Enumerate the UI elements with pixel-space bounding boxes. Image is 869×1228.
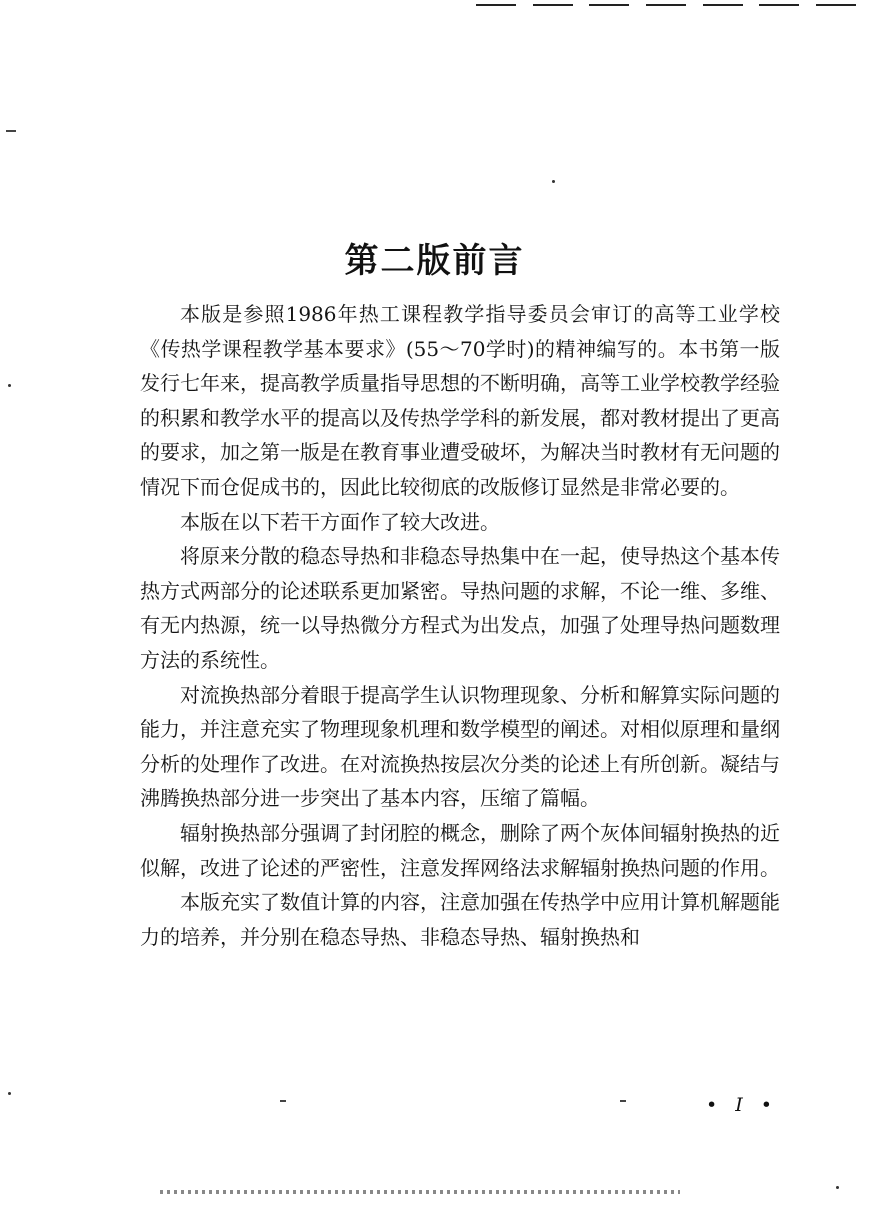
scan-mark xyxy=(280,1100,286,1102)
paragraph: 本版充实了数值计算的内容，注意加强在传热学中应用计算机解题能力的培养，并分别在稳态导热、非稳态导热、辐射换热和 xyxy=(140,890,780,949)
scan-mark xyxy=(836,1186,839,1189)
paragraph: 本版是参照1986年热工课程教学指导委员会审订的高等工业学校《传热学课程教学基本要求》(55～70学时)的精神编写的。本书第一版发行七年来，提高教学质量指导思想的不断明确，高等工业学校教学经验的积累和教学水平的提高以及传热学学科的新发展，都对教材提出了更高的要求，加之第一版是在教育事业遭受破坏，为解决当时教材有无问题的情况下而仓促成书的，因此比较彻底的改版修订显然是非常必要的。 xyxy=(140,302,780,499)
scan-edge-marks xyxy=(476,4,856,7)
preface-body xyxy=(140,297,780,954)
scan-mark xyxy=(620,1100,626,1102)
page-number: • I • xyxy=(706,1094,778,1116)
scan-mark xyxy=(6,130,16,132)
page-title: 第二版前言 xyxy=(344,240,525,281)
scan-mark xyxy=(8,1092,11,1095)
paragraph: 辐射换热部分强调了封闭腔的概念，删除了两个灰体间辐射换热的近似解，改进了论述的严密性，注意发挥网络法求解辐射换热问题的作用。 xyxy=(140,820,780,880)
scan-mark xyxy=(552,180,555,183)
paragraph: 将原来分散的稳态导热和非稳态导热集中在一起，使导热这个基本传热方式两部分的论述联系更加紧密。导热问题的求解，不论一维、多维、有无内热源，统一以导热微分方程式为出发点，加强了处理导热问题数理方法的系统性。 xyxy=(140,544,780,672)
scan-bottom-noise xyxy=(160,1190,680,1194)
scan-mark xyxy=(8,384,11,387)
paragraph: 对流换热部分着眼于提高学生认识物理现象、分析和解算实际问题的能力，并注意充实了物理现象机理和数学模型的阐述。对相似原理和量纲分析的处理作了改进。在对流换热按层次分类的论述上有所创新。凝结与沸腾换热部分进一步突出了基本内容，压缩了篇幅。 xyxy=(140,682,780,811)
paragraph: 本版在以下若干方面作了较大改进。 xyxy=(180,509,500,534)
